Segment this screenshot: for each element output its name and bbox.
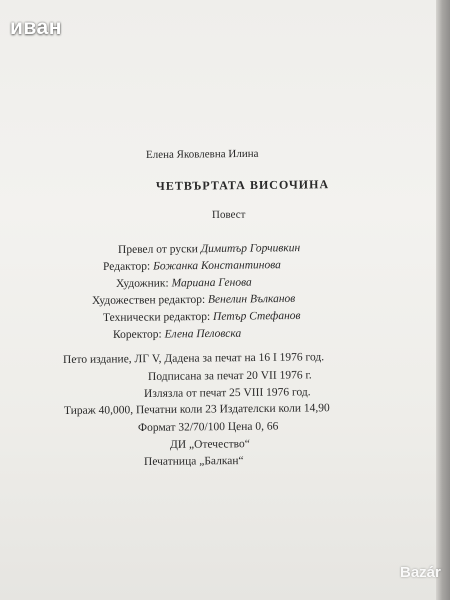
credit-role: Художник:: [115, 277, 169, 290]
print-run-line: Тираж 40,000, Печатни коли 23 Издателски коли 14,90: [63, 402, 330, 417]
credit-line: [113, 328, 241, 341]
credit-person: Мариана Генова: [171, 276, 252, 290]
printer-line: Печатница „Балкан“: [143, 454, 244, 468]
credit-role: Художествен редактор:: [91, 293, 206, 307]
credit-role: Коректор:: [112, 328, 162, 341]
book-genre: Повест: [211, 208, 246, 221]
publisher-line: ДИ „Отечество“: [169, 438, 250, 451]
credit-role: Редактор:: [102, 260, 151, 273]
credit-person: Божанка Константинова: [152, 259, 281, 273]
credit-role: Технически редактор:: [102, 310, 211, 324]
credit-role: Превел от руски: [117, 243, 198, 256]
credit-line: [103, 310, 301, 324]
format-price-line: Формат 32/70/100 Цена 0, 66: [137, 420, 279, 434]
credit-line: [103, 259, 281, 273]
credit-person: Елена Пеловска: [164, 327, 242, 341]
credit-line: [92, 293, 295, 307]
credit-person: Димитър Горчивкин: [200, 242, 301, 256]
watermark-text: иван: [10, 16, 62, 39]
credit-line: [116, 277, 252, 290]
signed-line: Подписана за печат 20 VII 1976 г.: [147, 369, 312, 383]
credit-line: [118, 242, 300, 256]
edition-line: Пето издание, ЛГ V, Дадена за печат на 16 I 1976 год.: [62, 351, 325, 366]
book-title: ЧЕТВЪРТАТА ВИСОЧИНА: [155, 177, 330, 193]
author-name: Елена Яковлевна Илина: [145, 147, 259, 161]
credit-person: Петър Стефанов: [212, 309, 301, 323]
site-watermark-logo: Bazár: [400, 564, 441, 581]
credit-person: Венелин Вълканов: [207, 292, 296, 306]
page-edge: [436, 0, 450, 600]
printed-line: Излязла от печат 25 VIII 1976 год.: [143, 386, 311, 400]
